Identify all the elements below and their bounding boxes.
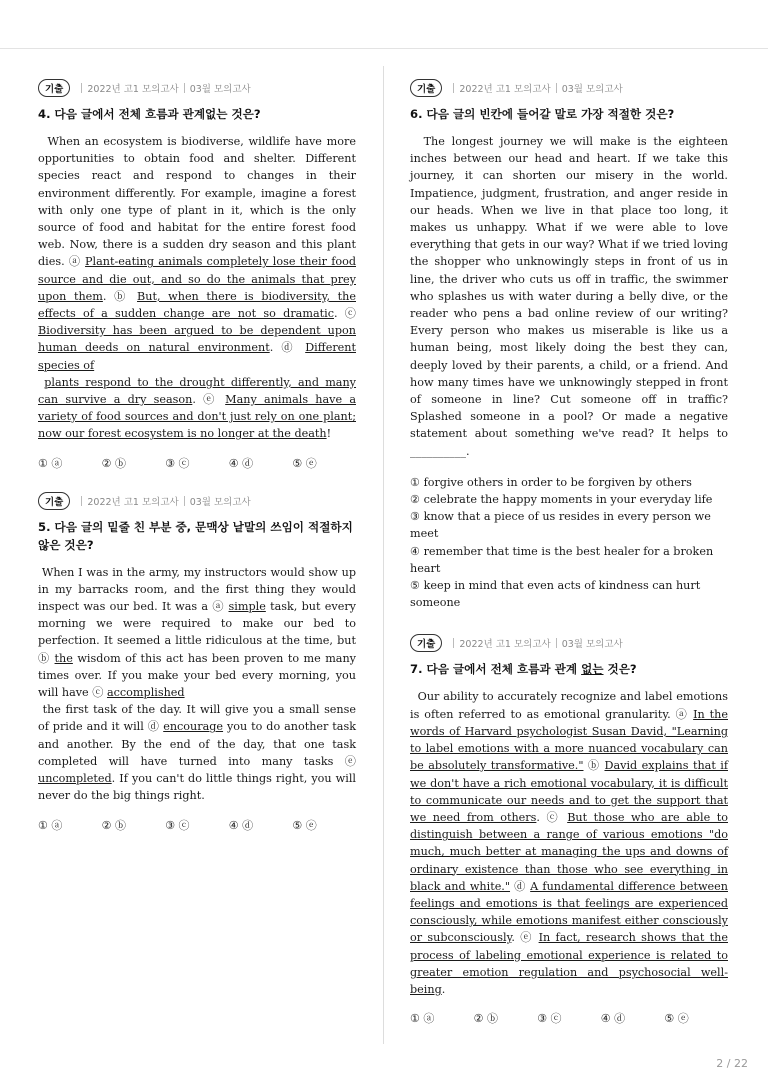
underlined-c: But those who are able to distinguish between a range of various emotions "do much, much better at managing the ups and downs of ordinary existence than those who see everything in black and white." [410,810,728,893]
source-line [410,633,728,653]
option-4[interactable]: ④ remember that time is the best healer for a broken heart [410,544,714,575]
choice-1[interactable]: ① ⓐ [38,456,63,470]
option-2[interactable]: ② celebrate the happy moments in your everyday life [410,493,713,507]
question-7 [410,633,728,1026]
question-4 [38,78,356,471]
passage: The longest journey we will make is the eighteen inches between our head and heart. If we take this journey, it can shorten our misery in the world. Impatience, judgment, frustration, and anger reside in our heads. When we live in that place too long, it makes us unhappy. What if we were able to love everything that gets in our way? What if we tried loving the shopper who unknowingly steps in front of us in line, the driver who cuts us off in traffic, the swimmer who splashes us with water during a belly dive, or the reader who pens a bad online review of our writing? Every person who makes us miserable is like us a human being, most likely doing the best they can, deeply loved by their parents, a child, or a friend. And how many times have we unknowingly stepped in front of someone in line? Cut someone off in traffic? Splashed someone in a pool? Or made a negative statement about something we've read? It helps to __________. [410,135,728,458]
question-title: 5. 다음 글의 밑줄 친 부분 중, 문맥상 낱말의 쓰임이 적절하지 않은 것은? [38,519,353,552]
source-tag: 기출 [410,634,442,652]
underlined-b: But, when there is biodiversity, the effects of a sudden change are not so dramatic [38,289,356,321]
underlined-e: uncompleted [38,772,112,786]
option-3[interactable]: ③ know that a piece of us resides in every person we meet [410,510,711,541]
choice-4[interactable]: ④ ⓓ [228,818,254,832]
source-year: 2022년 고1 모의고사 [459,84,551,95]
option-5-cont: someone [410,596,461,610]
question-title: 4. 다음 글에서 전체 흐름과 관계없는 것은? [38,107,261,121]
underlined-c: accomplished [106,686,185,700]
source-year: 2022년 고1 모의고사 [87,496,179,508]
choice-5[interactable]: ⑤ ⓔ [664,1012,689,1026]
choice-3[interactable]: ③ ⓒ [165,456,190,470]
source-year: 2022년 고1 모의고사 [459,639,551,651]
source-tag: 기출 [38,79,70,97]
choice-3[interactable]: ③ ⓒ [537,1012,562,1026]
option-1[interactable]: ① forgive others in order to be forgiven by others [410,475,692,489]
option-5[interactable]: ⑤ keep in mind that even acts of kindness can hurt [410,579,701,593]
source-year: 2022년 고1 모의고사 [87,84,179,95]
answer-options [410,474,728,612]
question-6 [410,78,728,611]
underlined-d-cont: plants respond to the drought differently, and many can survive a dry season [38,375,357,407]
source-month: 03월 모의고사 [561,639,623,651]
choice-2[interactable]: ② ⓑ [473,1012,498,1026]
question-title: 6. 다음 글의 빈칸에 들어갈 말로 가장 적절한 것은? [410,107,675,121]
choice-2[interactable]: ② ⓑ [101,456,126,470]
underlined-a: simple [228,600,266,614]
source-month: 03월 모의고사 [189,84,251,95]
choice-4[interactable]: ④ ⓓ [600,1012,626,1026]
underlined-b: the [54,651,73,665]
underlined-d: encourage [163,720,224,734]
answer-choices [38,455,356,471]
source-line [38,78,356,98]
page-number: 2 / 22 [716,1057,748,1070]
underlined-a: In the words of Harvard psychologist Susan David, "Learning to label emotions with a more nuanced vocabulary can be absolutely transformative." [410,707,728,773]
answer-choices [410,1010,728,1026]
source-tag: 기출 [38,492,70,510]
left-column [38,78,356,849]
question-5 [38,491,356,833]
choice-4[interactable]: ④ ⓓ [228,456,254,470]
question-title: 7. 다음 글에서 전체 흐름과 관계 없는 것은? [410,662,637,677]
choice-1[interactable]: ① ⓐ [410,1012,435,1026]
choice-2[interactable]: ② ⓑ [101,818,126,832]
source-month: 03월 모의고사 [561,84,623,95]
choice-1[interactable]: ① ⓐ [38,818,63,832]
choice-5[interactable]: ⑤ ⓔ [292,456,317,470]
passage: Our ability to accurately recognize and label emotions is often referred to as emotional granularity. ⓐ In the words of Harvard psychologist Susan David, "Learning to label emotions with a more nuanced vocabulary can be absolutely transformative." ⓑ David explains that if we don't have a rich emotional vocabulary, it is difficult to communicate our needs and to get the support that we need from others. ⓒ But those who are able to distinguish between a range of various emotions "do much, much better at managing the ups and downs of ordinary existence than those who see everything in black and white." ⓓ A fundamental difference between feelings and emotions is that feelings are experienced consciously, while emotions manifest either consciously or subconsciously. ⓔ In fact, research shows that the process of labeling emotional experience is related to greater emotion regulation and psychosocial well-being. [410,690,728,996]
passage: When an ecosystem is biodiverse, wildlife have more opportunities to obtain food and shelter. Different species react and respond to changes in their environment differently. For example, imagine a forest with only one type of plant in it, which is the only source of food and habitat for the entire forest food web. Now, there is a sudden dry season and this plant dies. ⓐ Plant-eating animals completely lose their food source and die out, and so do the animals that prey upon them. ⓑ But, when there is biodiversity, the effects of a sudden change are not so dramatic. ⓒ Biodiversity has been argued to be dependent upon human deeds on natural environment. ⓓ Different species of plants respond to the drought differently, and many can survive a dry season. ⓔ Many animals have a variety of food sources and don't just rely on one plant; now our forest ecosystem is no longer at the death! [38,135,357,441]
passage: When I was in the army, my instructors would show up in my barracks room, and the first thing they would inspect was our bed. It was a ⓐ simple task, but every morning we were required to make our bed to perfection. It seemed a little ridiculous at the time, but ⓑ the wisdom of this act has been proven to me many times over. If you make your bed every morning, you will have ⓒ accomplished the first task of the day. It will give you a small sense of pride and it will ⓓ encourage you to do another task and another. By the end of the day, that one task completed will have turned into many tasks ⓔ uncompleted. If you can't do little things right, you will never do the big things right. [38,565,357,803]
underlined-d: Different species of [38,341,356,372]
answer-choices [38,817,356,833]
choice-5[interactable]: ⑤ ⓔ [292,818,317,832]
source-month: 03월 모의고사 [189,496,251,508]
header-rule [0,48,768,49]
underlined-e: Many animals have a variety of food sources and don't just rely on one plant; now our forest ecosystem is no longer at the death [38,393,356,441]
column-divider [383,66,384,1044]
underlined-a: Plant-eating animals completely lose their food source and die out, and so do the animals that prey upon them [38,255,356,303]
underlined-e: In fact, research shows that the process of labeling emotional experience is related to greater emotion regulation and psychosocial well-being [410,931,728,996]
source-tag: 기출 [410,79,442,97]
underlined-c: Biodiversity has been argued to be dependent upon human deeds on natural environment [38,324,356,355]
source-line [38,491,356,511]
answer-blank: __________ [410,444,466,458]
source-line [410,78,728,98]
underlined-b: David explains that if we don't have a rich emotional vocabulary, it is difficult to communicate our needs and to get the support that we need from others [410,759,728,824]
right-column [410,78,728,1042]
underlined-d: A fundamental difference between feelings and emotions is that feelings are experienced consciously, while emotions manifest either consciously or subconsciously [410,879,728,945]
choice-3[interactable]: ③ ⓒ [165,818,190,832]
